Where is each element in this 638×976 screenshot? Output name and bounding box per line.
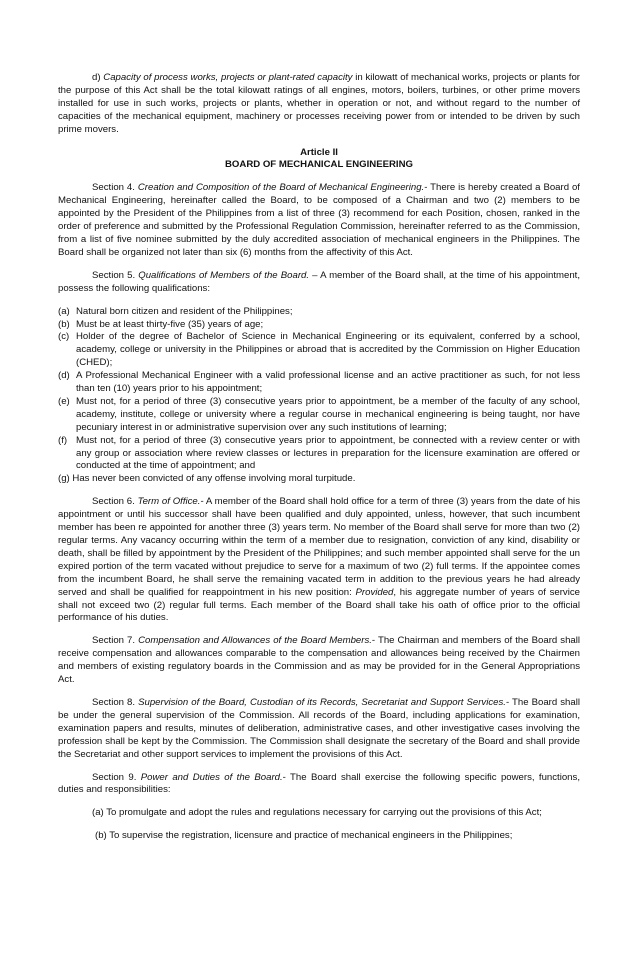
qualifications-list [58,306,580,487]
list-item-marker: (a) [58,305,70,317]
list-item-marker: (d) [58,370,70,382]
section-9-item-b: (b) To supervise the registration, licensure and practice of mechanical engineers in the Philippines; [95,830,513,842]
section-5 [58,270,580,296]
section-6-text: - A member of the Board shall hold office for a term of three (3) years from the date of his appointment or until his successor shall have been qualified and duly appointed, unless, however, that such incumbent member has been re appointed for another three (3) years term. No member of the Board shall serve for more than two (2) regular terms. Any vacancy occurring within the term of a member due to resignation, conviction of any kind, disability or death, shall be filled by appointment by the President of the Philippines; and such member appointed shall serve for the un expired portion of the term vacated without prejudice to serve for a maximum of two (2) full terms. If the appointee comes from the incumbent Board, he shall serve the remaining vacated term in addition to the previous years he had already served and shall be qualified for reappointment in his new position: [58,496,580,598]
list-item-text: Holder of the degree of Bachelor of Science in Mechanical Engineering or its equivalent, conferred by a school, academy, college or university in the Philippines or abroad that is accredited by the Commission on Higher Education (CHED); [76,331,580,369]
paragraph-d-lead: d) [92,72,104,83]
section-7 [58,635,580,687]
list-item-marker: (c) [58,331,70,343]
list-item-text: Must be at least thirty-five (35) years of age; [76,318,264,330]
section-8 [58,697,580,762]
paragraph-d-text: in kilowatt of mechanical works, projects or plants for the purpose of this Act shall be the total kilowatt ratings of all engines, motors, boilers, turbines, or other prime movers installed for use in such works, projects or plants, whether in operation or not, and without regard to the number of capacities of the mechanical equipment, machinery or processes receiving power from or intended to be driven by such prime movers. [58,72,580,135]
list-item-marker: (f) [58,434,68,446]
list-item-text: A Professional Mechanical Engineer with a valid professional license and an active practitioner as such, for not less than ten (10) years prior to his appointment; [76,370,580,395]
article-heading [58,147,580,173]
section-6-text-end: , his aggregate number of years of service shall not exceed two (2) regular full terms. Each member of the Board shall take his oath of office prior to the official performance of his duties. [58,586,580,624]
section-4-heading: Creation and Composition of the Board of Mechanical Engineering. [137,182,425,194]
list-item-marker: (b) [58,318,70,330]
list-item-last: (g) Has never been convicted of any offense involving moral turpitude. [58,473,356,485]
section-6-provided: Provided [355,586,394,598]
list-item-marker: (e) [58,395,70,407]
list-item-text: Must not, for a period of three (3) consecutive years prior to appointment, be a member of the faculty of any school, academy, institute, college or university where a regular course in mechanical engineering is being taught, nor have pecuniary interest in or administrative supervision over any such institutions of learning; [76,395,580,433]
article-number: Article II [300,146,338,158]
paragraph-d-term: Capacity of process works, projects or plant-rated capacity [103,72,353,83]
section-6-heading: Term of Office. [137,496,201,508]
section-8-text: - The Board shall be under the general supervision of the Commission. All records of the Board, including applications for examination, examination papers and results, minutes of deliberation, administrative cases, and other investigative cases involving the profession shall be kept by the Commission. The Commission shall designate the secretary of the Board and shall provide the Secretariat and other support services to implement the provisions of this Act. [58,696,580,760]
list-item [58,396,580,435]
section-9-text: - The Board shall exercise the following specific powers, functions, duties and responsibilities: [58,771,580,796]
list-item [58,319,580,332]
section-9-item-a: (a) To promulgate and adopt the rules and regulations necessary for carrying out the provisions of this Act; [92,807,542,819]
section-6 [58,496,580,625]
section-5-heading: Qualifications of Members of the Board. [138,269,310,281]
section-7-heading: Compensation and Allowances of the Board Members. [138,635,372,647]
section-6-number: Section 6. [92,496,138,508]
section-5-number: Section 5. [92,269,139,281]
section-8-heading: Supervision of the Board, Custodian of its Records, Secretariat and Support Services. [138,696,506,708]
section-9 [58,772,580,798]
section-4-text: - There is hereby created a Board of Mechanical Engineering, hereinafter called the Board, to be composed of a Chairman and two (2) members to be appointed by the President of the Philippines from a list of three (3) recommend for each Position, chosen, ranked in the order of preference and submitted by the Professional Regulation Commission, hereinafter referred to as the Commission, from a list of five nominee submitted by the duly accredited association of mechanical engineers in the Philippines. The Board shall be organized not later than six (6) months from the affectivity of this Act. [58,182,580,258]
section-7-number: Section 7. [92,635,139,647]
section-9-heading: Power and Duties of the Board. [140,771,283,783]
list-item-text: Must not, for a period of three (3) consecutive years prior to appointment, be connected with a review center or with any group or association where review classes or lectures in preparation for the licensure examination are offered or conducted at the time of appointment; and [76,434,580,472]
list-item [58,370,580,396]
section-7-text: - The Chairman and members of the Board shall receive compensation and allowances comparable to the compensation and allowances being received by the Chairmen and members of existing regulatory boards in the Commission and as may be provided for in the General Appropriations Act. [58,635,580,686]
list-item [58,435,580,474]
list-item-text: Natural born citizen and resident of the Philippines; [76,305,293,317]
section-8-number: Section 8. [92,696,139,708]
section-4 [58,182,580,259]
paragraph-d [58,72,580,137]
article-title: BOARD OF MECHANICAL ENGINEERING [225,159,413,171]
section-9-number: Section 9. [92,771,141,783]
section-4-number: Section 4. [92,182,138,194]
list-item [58,306,580,319]
section-5-text: – A member of the Board shall, at the time of his appointment, possess the following qualifications: [58,269,580,294]
list-item [58,331,580,370]
